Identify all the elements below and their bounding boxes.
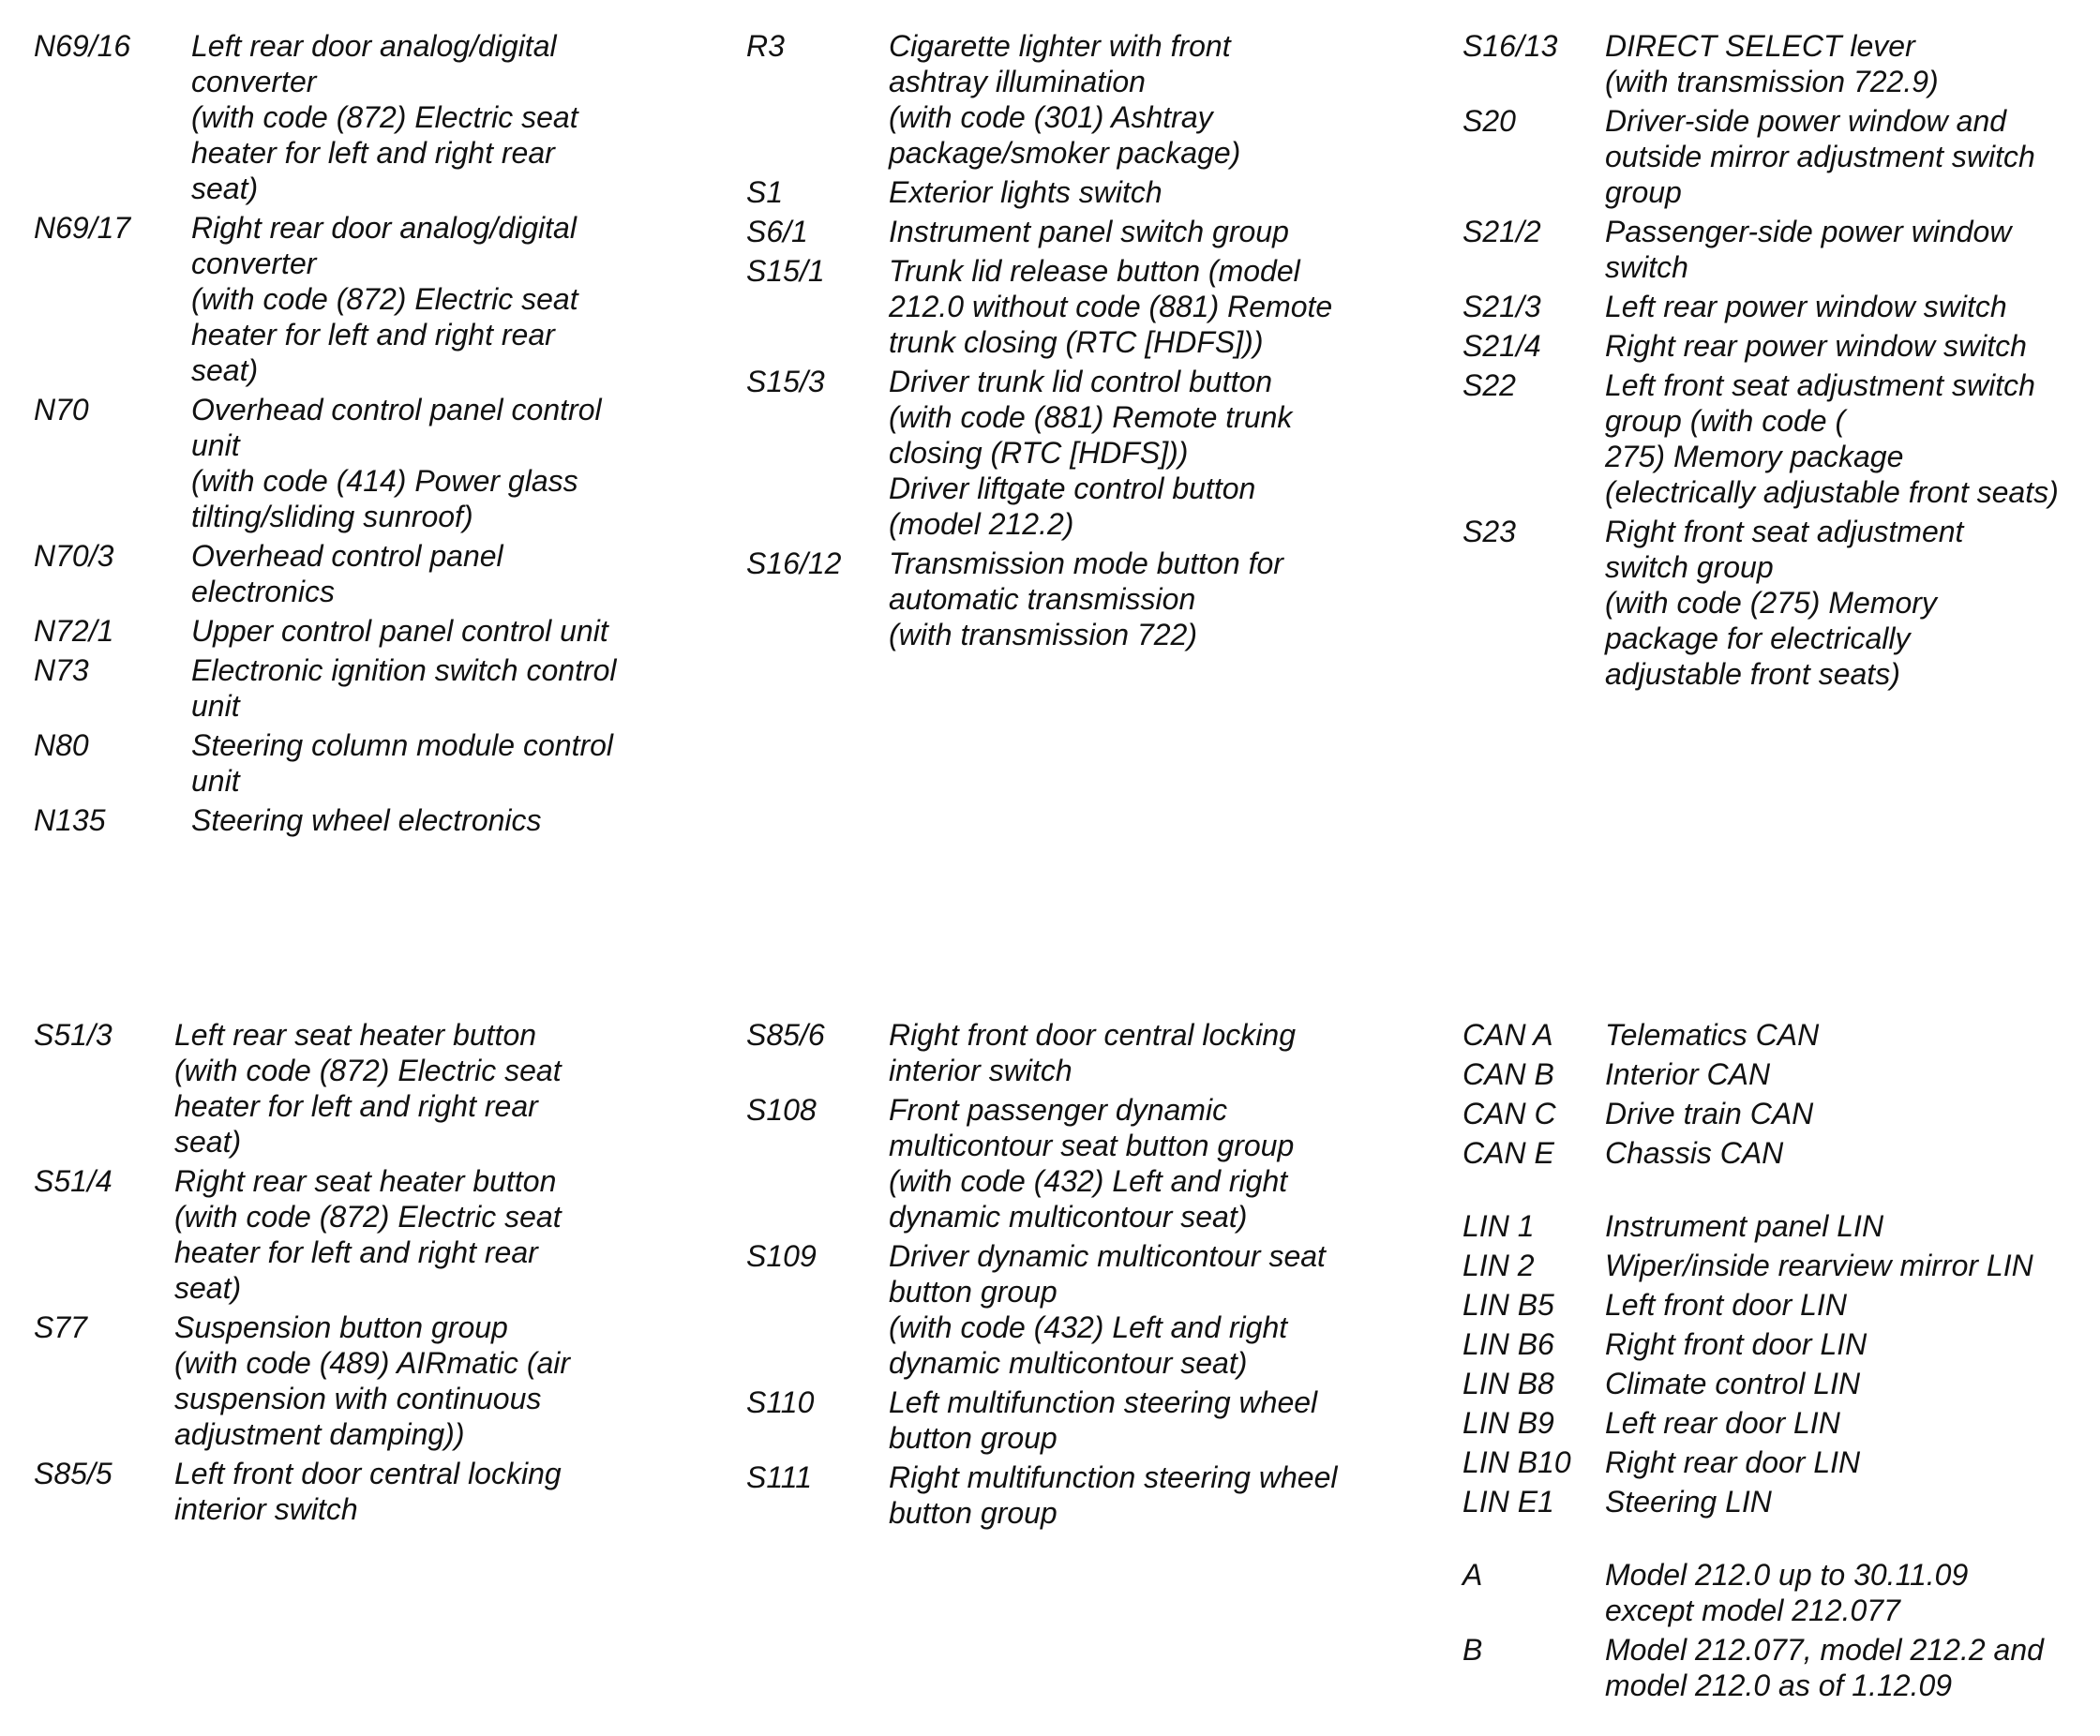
description-line: closing (RTC [HDFS])) <box>889 436 1189 470</box>
component-code: LIN B8 <box>1462 1367 1554 1400</box>
description-line: package for electrically <box>1605 621 1911 655</box>
component-description <box>889 253 1402 360</box>
description-line: group <box>1605 175 1682 209</box>
component-description <box>1605 28 2091 99</box>
component-description <box>889 174 1402 210</box>
description-line: (with code (872) Electric seat <box>174 1200 562 1234</box>
description-line: dynamic multicontour seat) <box>889 1346 1248 1380</box>
legend-entry <box>34 1456 671 1527</box>
description-line: except model 212.077 <box>1605 1594 1900 1627</box>
legend-entry <box>1462 1632 2091 1703</box>
component-description <box>1605 1632 2091 1703</box>
component-description <box>191 210 671 388</box>
component-description <box>1605 514 2091 692</box>
component-code: N70/3 <box>34 539 114 573</box>
component-code: LIN B6 <box>1462 1327 1554 1361</box>
description-line: Passenger-side power window <box>1605 215 2012 248</box>
component-code: LIN B9 <box>1462 1406 1554 1440</box>
description-line: Model 212.0 up to 30.11.09 <box>1605 1558 1969 1592</box>
component-code: S15/1 <box>746 254 825 288</box>
legend-entry <box>1462 103 2091 210</box>
legend-column-top-right <box>1462 28 2091 692</box>
description-line: Overhead control panel control <box>191 393 602 427</box>
component-code: LIN B5 <box>1462 1288 1554 1322</box>
description-line: group (with code ( <box>1605 404 1846 438</box>
description-line: Steering column module control <box>191 728 614 762</box>
description-line: Right rear door LIN <box>1605 1445 1861 1479</box>
description-line: button group <box>889 1496 1058 1530</box>
description-line: Right front door central locking <box>889 1018 1296 1052</box>
description-line: unit <box>191 689 240 723</box>
description-line: trunk closing (RTC [HDFS])) <box>889 325 1264 359</box>
description-line: Left front door central locking <box>174 1457 562 1490</box>
legend-entry <box>746 174 1402 210</box>
component-description <box>1605 214 2091 285</box>
component-code: S23 <box>1462 515 1516 548</box>
component-code: S51/4 <box>34 1164 112 1198</box>
component-code: S110 <box>746 1385 815 1419</box>
component-description <box>889 214 1402 249</box>
component-code: LIN 1 <box>1462 1209 1535 1243</box>
component-code: N70 <box>34 393 89 427</box>
model-note-group <box>1462 1557 2091 1703</box>
group-spacer <box>1462 1171 2091 1208</box>
description-line: (with code (489) AIRmatic (air <box>174 1346 571 1380</box>
description-line: button group <box>889 1275 1058 1309</box>
component-description <box>889 1092 1402 1235</box>
description-line: (electrically adjustable front seats) <box>1605 475 2059 509</box>
description-line: seat) <box>174 1271 242 1305</box>
legend-entry <box>746 1017 1402 1088</box>
description-line: interior switch <box>889 1054 1072 1087</box>
component-code: LIN 2 <box>1462 1249 1535 1282</box>
description-line: Driver dynamic multicontour seat <box>889 1239 1326 1273</box>
description-line: seat) <box>191 353 259 387</box>
description-line: converter <box>191 247 317 280</box>
component-code: S85/6 <box>746 1018 825 1052</box>
legend-entry <box>1462 1248 2091 1283</box>
description-line: 275) Memory package <box>1605 440 1904 473</box>
description-line: Telematics CAN <box>1605 1018 1820 1052</box>
component-code: N69/17 <box>34 211 131 245</box>
component-code: S16/12 <box>746 546 842 580</box>
description-line: Driver trunk lid control button <box>889 365 1273 398</box>
component-description <box>191 28 671 206</box>
component-description <box>191 727 671 799</box>
description-line: heater for left and right rear <box>174 1235 538 1269</box>
description-line: Chassis CAN <box>1605 1136 1784 1170</box>
legend-column-bottom-right <box>1462 1017 2091 1703</box>
description-line: seat) <box>174 1125 242 1159</box>
legend-entry <box>1462 1096 2091 1131</box>
component-description <box>1605 367 2091 510</box>
description-line: Climate control LIN <box>1605 1367 1861 1400</box>
legend-entry <box>746 1092 1402 1235</box>
description-line: heater for left and right rear <box>191 318 555 352</box>
description-line: Wiper/inside rearview mirror LIN <box>1605 1249 2033 1282</box>
description-line: button group <box>889 1421 1058 1455</box>
can-bus-group <box>1462 1017 2091 1171</box>
component-description <box>889 364 1402 542</box>
legend-entry <box>746 253 1402 360</box>
component-code: S22 <box>1462 368 1516 402</box>
legend-entry <box>1462 289 2091 324</box>
description-line: Right front door LIN <box>1605 1327 1868 1361</box>
description-line: Left rear power window switch <box>1605 290 2007 323</box>
legend-entry <box>1462 1557 2091 1628</box>
component-description <box>1605 1017 2091 1053</box>
description-line: switch group <box>1605 550 1774 584</box>
legend-entry <box>746 1459 1402 1531</box>
legend-entry <box>1462 367 2091 510</box>
description-line: Model 212.077, model 212.2 and <box>1605 1633 2044 1667</box>
description-line: (with code (414) Power glass <box>191 464 578 498</box>
legend-entry <box>1462 328 2091 364</box>
component-description <box>1605 1208 2091 1244</box>
description-line: tilting/sliding sunroof) <box>191 500 473 533</box>
legend-entry <box>1462 1366 2091 1401</box>
legend-entry <box>34 727 671 799</box>
description-line: Steering LIN <box>1605 1485 1772 1519</box>
description-line: (with code (432) Left and right <box>889 1310 1288 1344</box>
legend-entry <box>1462 514 2091 692</box>
description-line: model 212.0 as of 1.12.09 <box>1605 1669 1953 1702</box>
component-code: S21/2 <box>1462 215 1541 248</box>
component-description <box>889 1238 1402 1381</box>
legend-entry <box>1462 214 2091 285</box>
component-description <box>1605 1056 2091 1092</box>
component-code: N69/16 <box>34 29 131 63</box>
description-line: Overhead control panel <box>191 539 503 573</box>
description-line: (with transmission 722) <box>889 618 1197 651</box>
legend-entry <box>34 28 671 206</box>
description-line: automatic transmission <box>889 582 1196 616</box>
description-line: Left rear seat heater button <box>174 1018 537 1052</box>
legend-entry <box>34 802 671 838</box>
component-code: CAN B <box>1462 1057 1554 1091</box>
component-description <box>174 1456 671 1527</box>
legend-entry <box>1462 28 2091 99</box>
component-description <box>174 1309 671 1452</box>
component-code: R3 <box>746 29 785 63</box>
component-description <box>1605 103 2091 210</box>
lin-bus-group <box>1462 1208 2091 1519</box>
legend-entry <box>34 1309 671 1452</box>
legend-entry <box>1462 1444 2091 1480</box>
description-line: Left rear door analog/digital <box>191 29 557 63</box>
description-line: Right front seat adjustment <box>1605 515 1964 548</box>
description-line: multicontour seat button group <box>889 1129 1295 1162</box>
component-description <box>191 613 671 649</box>
legend-entry <box>1462 1405 2091 1441</box>
component-description <box>1605 328 2091 364</box>
legend-entry <box>1462 1326 2091 1362</box>
component-description <box>191 538 671 609</box>
description-line: (with code (301) Ashtray <box>889 100 1213 134</box>
description-line: Right rear seat heater button <box>174 1164 557 1198</box>
description-line: (model 212.2) <box>889 507 1074 541</box>
component-description <box>191 652 671 724</box>
component-description <box>1605 1135 2091 1171</box>
description-line: Left rear door LIN <box>1605 1406 1840 1440</box>
component-code: S109 <box>746 1239 817 1273</box>
description-line: (with transmission 722.9) <box>1605 65 1939 98</box>
description-line: suspension with continuous <box>174 1382 542 1415</box>
description-line: Driver-side power window and <box>1605 104 2007 138</box>
description-line: (with code (872) Electric seat <box>174 1054 562 1087</box>
component-description <box>889 1459 1402 1531</box>
component-code: S108 <box>746 1093 817 1127</box>
component-description <box>1605 1405 2091 1441</box>
description-line: Steering wheel electronics <box>191 803 542 837</box>
description-line: Exterior lights switch <box>889 175 1162 209</box>
legend-entry <box>746 364 1402 542</box>
description-line: Right multifunction steering wheel <box>889 1460 1338 1494</box>
description-line: (with code (432) Left and right <box>889 1164 1288 1198</box>
description-line: Upper control panel control unit <box>191 614 608 648</box>
description-line: Left front door LIN <box>1605 1288 1847 1322</box>
component-code: N135 <box>34 803 106 837</box>
description-line: DIRECT SELECT lever <box>1605 29 1915 63</box>
description-line: Cigarette lighter with front <box>889 29 1231 63</box>
component-description <box>889 1384 1402 1456</box>
description-line: Left multifunction steering wheel <box>889 1385 1318 1419</box>
component-code: S20 <box>1462 104 1516 138</box>
legend-column-top-center <box>746 28 1402 652</box>
legend-column-top-left <box>34 28 671 838</box>
description-line: electronics <box>191 575 335 608</box>
description-line: Front passenger dynamic <box>889 1093 1228 1127</box>
component-description <box>1605 1326 2091 1362</box>
component-code: S16/13 <box>1462 29 1558 63</box>
description-line: Suspension button group <box>174 1310 508 1344</box>
description-line: unit <box>191 764 240 798</box>
component-code: N80 <box>34 728 89 762</box>
component-code: S85/5 <box>34 1457 112 1490</box>
description-line: adjustable front seats) <box>1605 657 1900 691</box>
description-line: (with code (872) Electric seat <box>191 282 578 316</box>
component-description <box>1605 1366 2091 1401</box>
description-line: unit <box>191 428 240 462</box>
legend-entry <box>34 613 671 649</box>
group-spacer <box>1462 1519 2091 1557</box>
description-line: dynamic multicontour seat) <box>889 1200 1248 1234</box>
component-code: LIN E1 <box>1462 1485 1554 1519</box>
component-description <box>889 1017 1402 1088</box>
legend-entry <box>34 392 671 534</box>
legend-entry <box>1462 1484 2091 1519</box>
component-description <box>1605 1287 2091 1323</box>
legend-entry <box>746 1238 1402 1381</box>
description-line: switch <box>1605 250 1688 284</box>
description-line: interior switch <box>174 1492 358 1526</box>
description-line: 212.0 without code (881) Remote <box>889 290 1333 323</box>
description-line: Right rear door analog/digital <box>191 211 577 245</box>
description-line: heater for left and right rear <box>191 136 555 170</box>
description-line: Electronic ignition switch control <box>191 653 617 687</box>
legend-entry <box>1462 1208 2091 1244</box>
component-description <box>1605 1484 2091 1519</box>
description-line: ashtray illumination <box>889 65 1146 98</box>
legend-entry <box>746 1384 1402 1456</box>
component-code: CAN C <box>1462 1097 1556 1130</box>
description-line: (with code (872) Electric seat <box>191 100 578 134</box>
component-code: S6/1 <box>746 215 808 248</box>
legend-entry <box>1462 1017 2091 1053</box>
legend-entry <box>34 1017 671 1160</box>
component-code: LIN B10 <box>1462 1445 1571 1479</box>
description-line: Trunk lid release button (model <box>889 254 1300 288</box>
component-code: S51/3 <box>34 1018 112 1052</box>
component-description <box>889 28 1402 171</box>
legend-entry <box>34 1163 671 1306</box>
description-line: package/smoker package) <box>889 136 1241 170</box>
component-description <box>191 802 671 838</box>
component-code: S1 <box>746 175 784 209</box>
component-description <box>174 1163 671 1306</box>
description-line: Driver liftgate control button <box>889 471 1256 505</box>
component-code: S15/3 <box>746 365 825 398</box>
description-line: Transmission mode button for <box>889 546 1283 580</box>
component-description <box>1605 1248 2091 1283</box>
legend-entry <box>746 546 1402 652</box>
component-description <box>1605 1557 2091 1628</box>
description-line: outside mirror adjustment switch <box>1605 140 2035 173</box>
component-code: S21/4 <box>1462 329 1541 363</box>
component-code: B <box>1462 1633 1483 1667</box>
description-line: (with code (881) Remote trunk <box>889 400 1293 434</box>
description-line: Instrument panel LIN <box>1605 1209 1884 1243</box>
legend-column-bottom-left <box>34 1017 671 1527</box>
legend-entry <box>34 538 671 609</box>
component-code: CAN E <box>1462 1136 1554 1170</box>
component-description <box>1605 1444 2091 1480</box>
legend-entry <box>1462 1135 2091 1171</box>
description-line: Drive train CAN <box>1605 1097 1814 1130</box>
component-code: N72/1 <box>34 614 114 648</box>
component-code: A <box>1462 1558 1483 1592</box>
legend-column-bottom-center <box>746 1017 1402 1531</box>
legend-entry <box>34 652 671 724</box>
legend-entry <box>746 214 1402 249</box>
legend-entry <box>34 210 671 388</box>
component-code: S111 <box>746 1460 812 1494</box>
component-code: S21/3 <box>1462 290 1541 323</box>
description-line: (with code (275) Memory <box>1605 586 1937 620</box>
description-line: converter <box>191 65 317 98</box>
description-line: Right rear power window switch <box>1605 329 2027 363</box>
component-description <box>889 546 1402 652</box>
component-description <box>174 1017 671 1160</box>
component-description <box>1605 289 2091 324</box>
description-line: adjustment damping)) <box>174 1417 465 1451</box>
component-description <box>191 392 671 534</box>
component-code: N73 <box>34 653 89 687</box>
description-line: seat) <box>191 172 259 205</box>
legend-entry <box>1462 1287 2091 1323</box>
legend-entry <box>746 28 1402 171</box>
component-code: S77 <box>34 1310 87 1344</box>
description-line: Instrument panel switch group <box>889 215 1289 248</box>
legend-entry <box>1462 1056 2091 1092</box>
component-code: CAN A <box>1462 1018 1553 1052</box>
component-description <box>1605 1096 2091 1131</box>
description-line: heater for left and right rear <box>174 1089 538 1123</box>
description-line: Interior CAN <box>1605 1057 1771 1091</box>
description-line: Left front seat adjustment switch <box>1605 368 2035 402</box>
